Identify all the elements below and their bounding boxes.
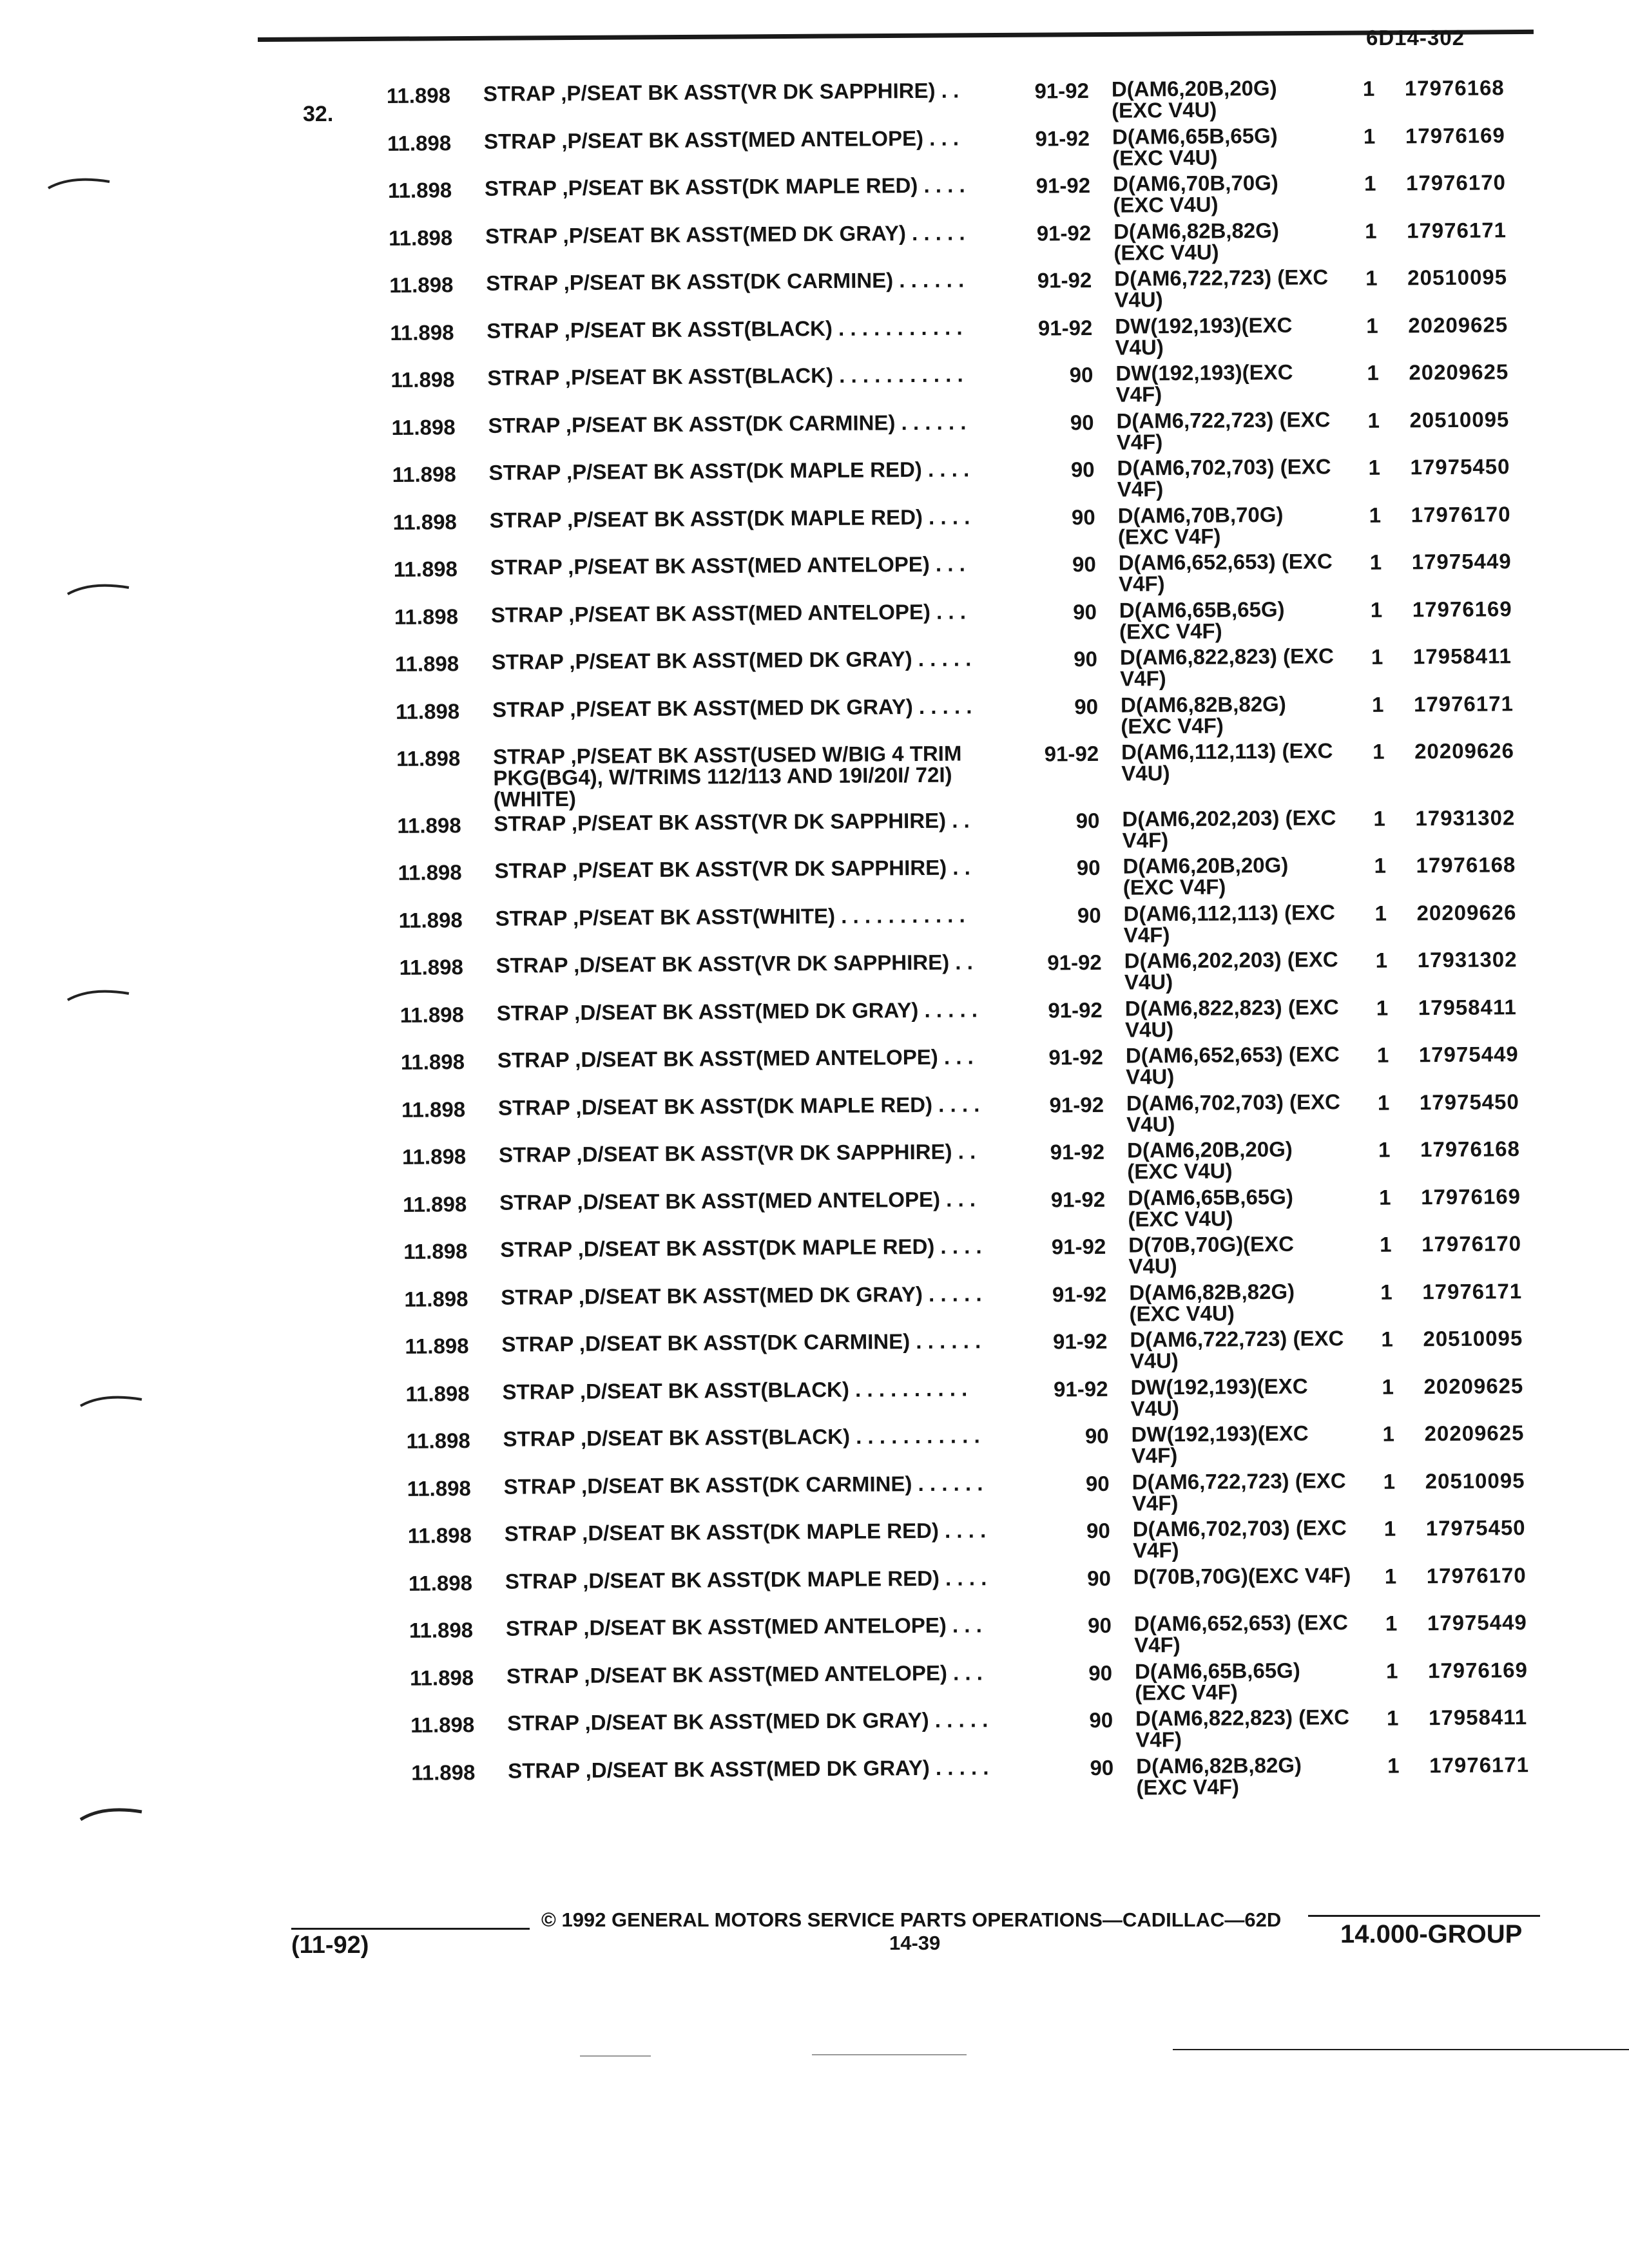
part-number: 11.898 [399, 955, 463, 979]
list-item [396, 738, 1621, 811]
bottom-rule [1173, 2049, 1629, 2050]
part-number: 11.898 [403, 1191, 467, 1216]
model-years: 90 [1071, 505, 1095, 529]
model-codes: D(AM6,822,823) (EXC V4F) [1119, 644, 1335, 691]
part-description: STRAP ,D/SEAT BK ASST(DK MAPLE RED) . . . . [505, 1565, 987, 1593]
model-codes: D(AM6,82B,82G) (EXC V4U) [1113, 218, 1279, 265]
list-item [407, 1467, 1629, 1523]
list-item [393, 501, 1617, 557]
part-number: 11.898 [395, 698, 460, 724]
catalog-part-number: 17976171 [1429, 1752, 1530, 1777]
catalog-part-number: 20510095 [1425, 1468, 1525, 1493]
quantity: 1 [1385, 1658, 1398, 1683]
part-number: 11.898 [390, 367, 455, 392]
footer-rule-left [291, 1928, 530, 1930]
quantity: 1 [1383, 1469, 1396, 1494]
model-codes: DW(192,193)(EXC V4U) [1130, 1374, 1308, 1421]
list-item [405, 1325, 1629, 1381]
model-codes: D(AM6,20B,20G) (EXC V4U) [1111, 75, 1277, 122]
catalog-part-number: 20510095 [1409, 407, 1510, 432]
part-number: 11.898 [392, 509, 457, 534]
part-number: 11.898 [392, 462, 456, 486]
model-years: 90 [1077, 903, 1101, 927]
list-item [400, 947, 1624, 1002]
catalog-part-number: 17975449 [1427, 1610, 1527, 1635]
quantity: 1 [1369, 503, 1382, 527]
catalog-part-number: 20209625 [1409, 360, 1509, 385]
quantity: 1 [1386, 1706, 1399, 1730]
quantity: 1 [1381, 1327, 1393, 1351]
model-years: 90 [1088, 1613, 1112, 1638]
part-description: STRAP ,D/SEAT BK ASST(DK MAPLE RED) . . . . [504, 1518, 987, 1546]
model-codes: D(AM6,722,723) (EXC V4U) [1130, 1326, 1344, 1373]
list-item [389, 264, 1614, 320]
model-years: 91-92 [1052, 1329, 1108, 1354]
part-description: STRAP ,D/SEAT BK ASST(MED ANTELOPE) . . . [505, 1613, 982, 1640]
quantity: 1 [1383, 1516, 1396, 1541]
model-years: 90 [1074, 694, 1099, 718]
list-item [399, 899, 1623, 954]
list-item [410, 1657, 1629, 1712]
model-codes: D(AM6,82B,82G) (EXC V4F) [1120, 691, 1286, 738]
list-item [390, 312, 1614, 367]
model-codes: DW(192,193)(EXC V4F) [1131, 1421, 1309, 1468]
part-number: 11.898 [387, 178, 452, 202]
part-description: STRAP ,P/SEAT BK ASST(BLACK) . . . . . . . . . . . [487, 362, 963, 390]
punch-mark [77, 1392, 148, 1411]
quantity: 1 [1376, 995, 1389, 1020]
quantity: 1 [1385, 1611, 1398, 1635]
model-years: 91-92 [1052, 1282, 1107, 1306]
model-codes: D(AM6,20B,20G) (EXC V4F) [1123, 852, 1289, 899]
list-item [402, 1136, 1626, 1191]
quantity: 1 [1375, 948, 1388, 972]
model-years: 90 [1084, 1423, 1109, 1448]
quantity: 1 [1378, 1185, 1391, 1209]
part-description: STRAP ,P/SEAT BK ASST(DK MAPLE RED) . . . . [488, 457, 970, 485]
quantity: 1 [1364, 218, 1377, 243]
model-codes: D(AM6,652,653) (EXC V4F) [1133, 1610, 1349, 1657]
revision-date: (11-92) [291, 1932, 369, 1959]
list-item [409, 1610, 1629, 1665]
quantity: 1 [1362, 76, 1375, 101]
item-number: 32. [303, 102, 334, 126]
part-number: 11.898 [393, 557, 458, 581]
model-codes: D(AM6,722,723) (EXC V4F) [1132, 1468, 1346, 1515]
model-codes: D(AM6,112,113) (EXC V4U) [1121, 738, 1333, 785]
catalog-part-number: 17976171 [1406, 217, 1507, 242]
catalog-part-number: 17931302 [1415, 805, 1516, 830]
part-number: 11.898 [398, 860, 462, 885]
part-number: 11.898 [407, 1523, 472, 1548]
model-years: 90 [1089, 1707, 1113, 1733]
part-description: STRAP ,D/SEAT BK ASST(BLACK) . . . . . . . . . . . [503, 1423, 980, 1451]
catalog-part-number: 17975450 [1419, 1089, 1519, 1114]
part-description: STRAP ,D/SEAT BK ASST(MED DK GRAY) . . . . . [501, 1281, 982, 1309]
model-years: 91-92 [1036, 220, 1092, 245]
list-item [403, 1231, 1628, 1286]
quantity: 1 [1377, 1090, 1390, 1115]
part-description: STRAP ,P/SEAT BK ASST(DK MAPLE RED) . . . . [489, 504, 970, 532]
model-years: 90 [1069, 362, 1094, 387]
catalog-part-number: 17931302 [1417, 947, 1518, 972]
model-codes: D(AM6,722,723) (EXC V4U) [1114, 265, 1329, 312]
part-description: STRAP ,P/SEAT BK ASST(VR DK SAPPHIRE) . . [494, 807, 970, 836]
list-item [389, 217, 1613, 273]
part-description: STRAP ,D/SEAT BK ASST(DK CARMINE) . . . . . . [503, 1470, 983, 1499]
model-years: 91-92 [1048, 1044, 1104, 1070]
part-description: STRAP ,D/SEAT BK ASST(MED DK GRAY) . . . . . [506, 1707, 988, 1735]
catalog-part-number: 17975449 [1418, 1042, 1519, 1067]
model-years: 90 [1074, 646, 1098, 671]
catalog-part-number: 17976170 [1411, 501, 1511, 526]
part-number: 11.898 [411, 1760, 476, 1785]
list-item [387, 75, 1611, 130]
part-description: STRAP ,P/SEAT BK ASST(VR DK SAPPHIRE) . . [494, 855, 970, 883]
quantity: 1 [1380, 1232, 1392, 1256]
part-description: STRAP ,D/SEAT BK ASST(VR DK SAPPHIRE) . . [496, 950, 973, 977]
list-item [388, 169, 1612, 225]
model-years: 90 [1086, 1518, 1110, 1543]
part-description: STRAP ,D/SEAT BK ASST(MED DK GRAY) . . . . . [496, 997, 978, 1025]
part-number: 11.898 [398, 907, 463, 932]
catalog-part-number: 17976171 [1422, 1278, 1523, 1303]
part-description: STRAP ,D/SEAT BK ASST(MED ANTELOPE) . . . [506, 1660, 983, 1688]
model-years: 91-92 [1037, 267, 1092, 293]
model-codes: D(AM6,652,653) (EXC V4F) [1118, 549, 1333, 596]
model-codes: D(AM6,822,823) (EXC V4U) [1124, 994, 1339, 1042]
model-codes: D(AM6,722,723) (EXC V4F) [1116, 407, 1331, 454]
part-description: STRAP ,P/SEAT BK ASST(MED DK GRAY) . . . . . [485, 220, 965, 248]
model-years: 91-92 [1037, 315, 1093, 340]
part-number: 11.898 [408, 1570, 473, 1595]
part-number: 11.898 [397, 812, 461, 838]
quantity: 1 [1376, 1043, 1389, 1067]
punch-mark [77, 1804, 148, 1823]
part-description: STRAP ,P/SEAT BK ASST(MED ANTELOPE) . . . [490, 599, 967, 627]
catalog-part-number: 20209625 [1408, 312, 1509, 337]
catalog-part-number: 17976170 [1405, 170, 1507, 195]
quantity: 1 [1371, 692, 1384, 716]
punch-mark [64, 580, 135, 599]
model-codes: D(AM6,202,203) (EXC V4F) [1122, 805, 1336, 852]
list-item [404, 1278, 1628, 1333]
catalog-part-number: 20510095 [1423, 1326, 1523, 1351]
part-number: 11.898 [410, 1713, 475, 1737]
model-years: 91-92 [1035, 126, 1090, 151]
quantity: 1 [1374, 901, 1387, 925]
part-description: STRAP ,P/SEAT BK ASST(DK CARMINE) . . . . . . [486, 267, 965, 295]
catalog-part-number: 20209626 [1414, 738, 1515, 764]
catalog-part-number: 17976171 [1413, 691, 1514, 716]
quantity: 1 [1370, 597, 1383, 622]
list-item [405, 1372, 1629, 1428]
model-codes: D(AM6,702,703) (EXC V4U) [1126, 1089, 1341, 1137]
catalog-part-number: 17976168 [1416, 852, 1516, 878]
quantity: 1 [1378, 1137, 1391, 1162]
model-years: 91-92 [1044, 741, 1099, 766]
quantity: 1 [1382, 1374, 1394, 1399]
part-number: 11.898 [396, 746, 461, 771]
catalog-part-number: 17976169 [1405, 122, 1505, 148]
part-number: 11.898 [387, 130, 452, 155]
part-description: STRAP ,P/SEAT BK ASST(USED W/BIG 4 TRIM PKG(BG4), W/TRIMS 112/113 AND 19I/20I/ 72I)(WHITE) [492, 741, 962, 811]
quantity: 1 [1363, 124, 1376, 148]
part-number: 11.898 [404, 1286, 468, 1311]
model-codes: D(AM6,112,113) (EXC V4F) [1123, 899, 1336, 947]
part-number: 11.898 [394, 604, 459, 629]
model-codes: D(AM6,652,653) (EXC V4U) [1125, 1042, 1340, 1089]
list-item [401, 1088, 1626, 1144]
model-years: 91-92 [1048, 997, 1103, 1023]
part-number: 11.898 [401, 1097, 466, 1122]
model-years: 91-92 [1050, 1187, 1106, 1211]
list-item [409, 1562, 1629, 1617]
model-codes: D(AM6,702,703) (EXC V4F) [1117, 454, 1331, 501]
model-codes: D(AM6,65B,65G) (EXC V4U) [1127, 1184, 1293, 1231]
page-code: 6D14-302 [1366, 26, 1465, 50]
model-years: 90 [1087, 1566, 1111, 1590]
model-codes: D(AM6,70B,70G) (EXC V4F) [1117, 502, 1284, 549]
quantity: 1 [1387, 1753, 1400, 1778]
part-number: 11.898 [389, 273, 454, 297]
part-number: 11.898 [389, 225, 453, 250]
copyright-notice: © 1992 GENERAL MOTORS SERVICE PARTS OPERATIONS—CADILLAC—62D [541, 1908, 1282, 1931]
part-description: STRAP ,P/SEAT BK ASST(MED DK GRAY) . . . . . [492, 693, 972, 722]
list-item [394, 596, 1619, 651]
list-item [410, 1704, 1629, 1760]
group-label: 14.000-GROUP [1340, 1920, 1523, 1948]
quantity: 1 [1364, 171, 1376, 195]
model-years: 91-92 [1034, 79, 1090, 103]
catalog-part-number: 17976168 [1420, 1137, 1520, 1162]
catalog-part-number: 17976169 [1427, 1657, 1528, 1682]
quantity: 1 [1384, 1564, 1397, 1588]
model-years: 90 [1085, 1471, 1110, 1495]
list-item [390, 359, 1615, 414]
part-number: 11.898 [406, 1428, 470, 1453]
quantity: 1 [1365, 265, 1378, 290]
part-description: STRAP ,P/SEAT BK ASST(DK MAPLE RED) . . . . [484, 173, 965, 200]
catalog-part-number: 17975449 [1411, 549, 1512, 574]
model-codes: D(AM6,702,703) (EXC V4F) [1132, 1515, 1347, 1562]
model-years: 90 [1070, 457, 1095, 482]
model-codes: D(AM6,20B,20G) (EXC V4U) [1126, 1137, 1293, 1184]
model-codes: D(AM6,65B,65G) (EXC V4U) [1112, 123, 1278, 170]
part-description: STRAP ,P/SEAT BK ASST(BLACK) . . . . . . . . . . . [487, 314, 963, 343]
quantity: 1 [1367, 408, 1380, 432]
bottom-rule-faint [580, 2055, 651, 2057]
model-years: 90 [1076, 855, 1101, 880]
list-item [401, 1041, 1625, 1097]
part-description: STRAP ,D/SEAT BK ASST(BLACK) . . . . . . . . . . [502, 1376, 968, 1404]
footer-rule-right [1308, 1915, 1540, 1917]
punch-mark [64, 986, 135, 1005]
part-number: 11.898 [409, 1618, 474, 1642]
list-item [394, 548, 1618, 604]
quantity: 1 [1369, 550, 1382, 574]
catalog-part-number: 20209625 [1424, 1421, 1525, 1446]
list-item [395, 643, 1619, 698]
model-years: 90 [1073, 599, 1097, 624]
model-codes: DW(192,193)(EXC V4U) [1115, 312, 1293, 360]
catalog-part-number: 17976170 [1422, 1231, 1522, 1256]
part-description: STRAP ,D/SEAT BK ASST(VR DK SAPPHIRE) . . [498, 1139, 976, 1167]
model-years: 91-92 [1049, 1092, 1104, 1117]
catalog-part-number: 17975450 [1410, 454, 1510, 479]
part-number: 11.898 [409, 1665, 474, 1690]
part-description: STRAP ,P/SEAT BK ASST(VR DK SAPPHIRE) . . [483, 78, 959, 106]
model-years: 91-92 [1047, 950, 1102, 975]
part-description: STRAP ,D/SEAT BK ASST(MED ANTELOPE) . . . [499, 1186, 976, 1215]
bottom-rule-faint [812, 2054, 967, 2055]
model-years: 90 [1088, 1660, 1113, 1685]
model-codes: D(AM6,82B,82G) (EXC V4U) [1129, 1279, 1295, 1326]
part-number: 11.898 [403, 1239, 468, 1264]
part-description: STRAP ,D/SEAT BK ASST(DK MAPLE RED) . . . . [497, 1091, 980, 1120]
part-number: 11.898 [401, 1144, 467, 1169]
catalog-part-number: 20510095 [1407, 265, 1508, 290]
model-codes: D(70B,70G)(EXC V4F) [1133, 1562, 1351, 1589]
part-description: STRAP ,P/SEAT BK ASST(DK CARMINE) . . . . . . [488, 409, 967, 437]
part-number: 11.898 [391, 414, 456, 439]
model-years: 91-92 [1053, 1376, 1108, 1401]
quantity: 1 [1372, 739, 1385, 764]
model-codes: D(AM6,202,203) (EXC V4U) [1124, 947, 1338, 994]
part-number: 11.898 [386, 83, 451, 108]
quantity: 1 [1373, 806, 1385, 831]
part-number: 11.898 [405, 1381, 470, 1406]
model-codes: D(AM6,70B,70G) (EXC V4U) [1112, 170, 1278, 217]
part-number: 11.898 [394, 651, 459, 676]
quantity: 1 [1367, 360, 1379, 385]
catalog-part-number: 17976169 [1412, 596, 1512, 621]
list-item [400, 994, 1624, 1049]
catalog-part-number: 17976170 [1426, 1562, 1527, 1588]
catalog-part-number: 17958411 [1418, 994, 1517, 1019]
list-item [392, 454, 1616, 509]
model-years: 90 [1070, 410, 1094, 434]
part-number: 11.898 [400, 1050, 465, 1074]
quantity: 1 [1368, 455, 1381, 479]
model-codes: D(70B,70G)(EXC V4U) [1128, 1231, 1295, 1278]
list-item [396, 690, 1620, 745]
part-description: STRAP ,P/SEAT BK ASST(MED ANTELOPE) . . . [483, 125, 959, 153]
part-number: 11.898 [407, 1475, 471, 1501]
catalog-part-number: 17975450 [1425, 1515, 1526, 1541]
header-rule [258, 30, 1534, 42]
part-number: 11.898 [400, 1002, 465, 1027]
model-years: 91-92 [1036, 173, 1091, 198]
list-item [406, 1420, 1629, 1475]
catalog-part-number: 17958411 [1412, 644, 1512, 669]
catalog-part-number: 17958411 [1428, 1705, 1528, 1730]
model-years: 90 [1075, 808, 1100, 832]
model-codes: D(AM6,65B,65G) (EXC V4F) [1134, 1658, 1300, 1705]
part-description: STRAP ,P/SEAT BK ASST(WHITE) . . . . . . . . . . . [495, 902, 965, 930]
quantity: 1 [1382, 1421, 1395, 1446]
part-description: STRAP ,D/SEAT BK ASST(DK CARMINE) . . . . . . [501, 1329, 981, 1356]
model-years: 90 [1072, 552, 1096, 577]
model-years: 91-92 [1051, 1234, 1106, 1259]
catalog-part-number: 17976168 [1404, 75, 1505, 101]
list-item [387, 122, 1612, 178]
list-item [398, 852, 1622, 907]
part-description: STRAP ,D/SEAT BK ASST(MED ANTELOPE) . . . [497, 1044, 974, 1072]
catalog-part-number: 20209626 [1416, 899, 1517, 925]
part-description: STRAP ,D/SEAT BK ASST(DK MAPLE RED) . . . . [500, 1234, 982, 1262]
model-codes: D(AM6,65B,65G) (EXC V4F) [1119, 597, 1285, 644]
list-item [411, 1751, 1629, 1807]
model-codes: D(AM6,822,823) (EXC V4F) [1135, 1705, 1350, 1752]
model-codes: DW(192,193)(EXC V4F) [1115, 360, 1293, 407]
punch-mark [45, 174, 116, 193]
list-item [391, 407, 1615, 462]
model-years: 90 [1090, 1755, 1114, 1780]
list-item [403, 1183, 1627, 1238]
list-item [408, 1515, 1629, 1570]
catalog-part-number: 17976169 [1420, 1184, 1521, 1209]
quantity: 1 [1380, 1280, 1393, 1304]
quantity: 1 [1366, 313, 1378, 338]
part-description: STRAP ,D/SEAT BK ASST(MED DK GRAY) . . . . . [508, 1754, 989, 1783]
part-description: STRAP ,P/SEAT BK ASST(MED DK GRAY) . . . . . [491, 646, 972, 674]
list-item [397, 804, 1621, 860]
part-number: 11.898 [390, 320, 454, 345]
part-description: STRAP ,P/SEAT BK ASST(MED ANTELOPE) . . . [490, 552, 965, 579]
part-number: 11.898 [405, 1334, 469, 1358]
model-codes: D(AM6,82B,82G) (EXC V4F) [1136, 1753, 1302, 1800]
model-years: 91-92 [1050, 1139, 1105, 1164]
page-number: 14-39 [889, 1932, 941, 1954]
quantity: 1 [1374, 853, 1387, 878]
catalog-part-number: 20209625 [1423, 1373, 1524, 1398]
quantity: 1 [1371, 644, 1383, 669]
